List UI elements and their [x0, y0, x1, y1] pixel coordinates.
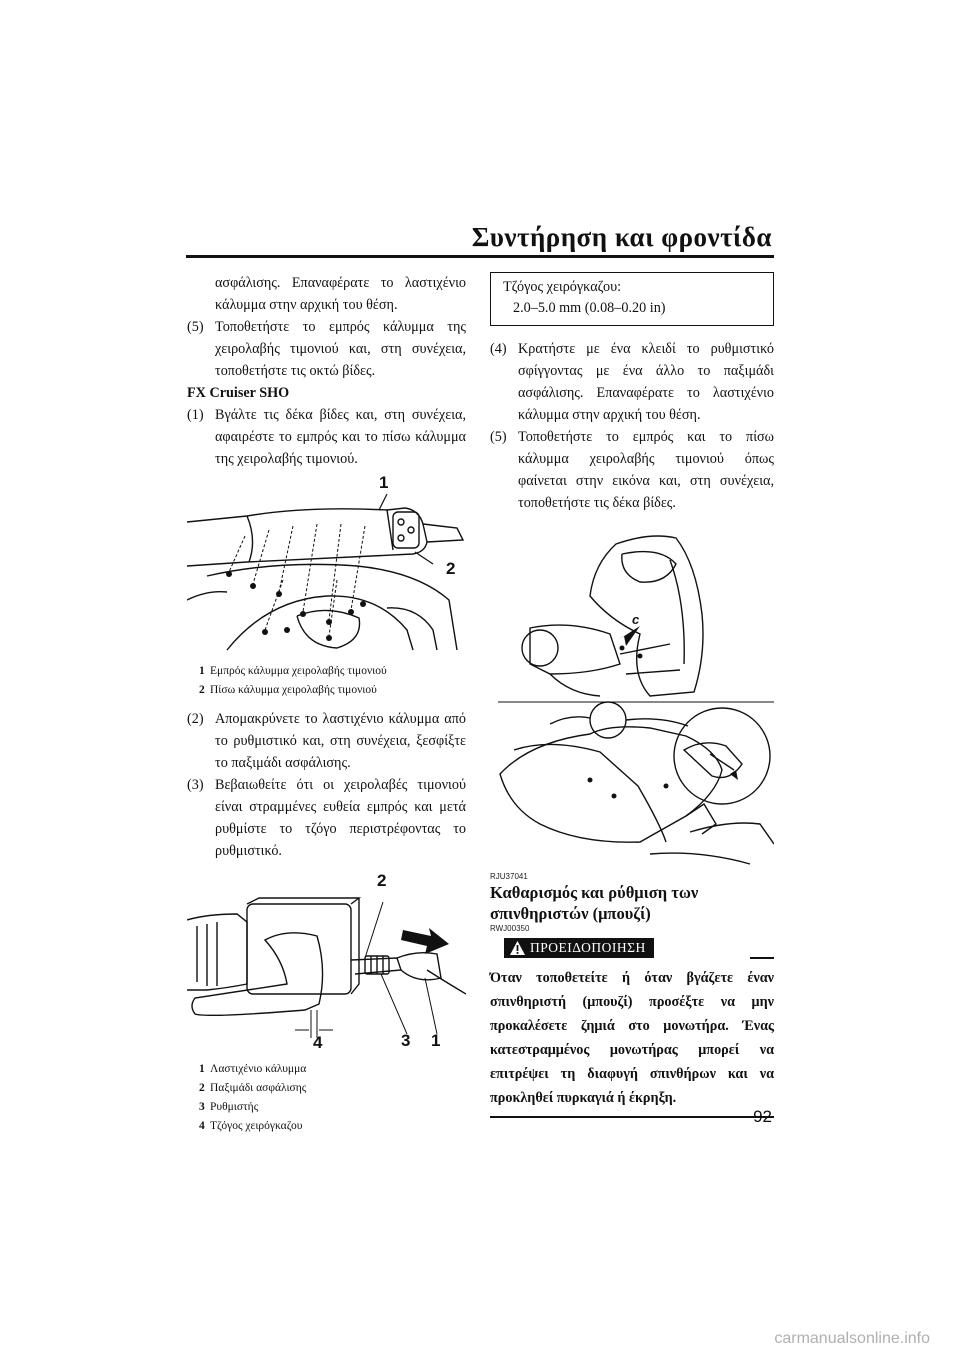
step-5 [490, 426, 774, 514]
header-rule [186, 255, 774, 258]
warning-triangle-icon [509, 940, 526, 956]
step-text: Κρατήστε με ένα κλειδί το ρυθμιστικό σφίγγοντας με ένα άλλο το παξιμάδι ασφάλισης. Επαναφέρατε το λαστιχένιο κάλυμμα στην αρχική του θέση. [518, 341, 774, 423]
callout-2: 2 [446, 559, 456, 578]
figure-throttle-adjuster [187, 871, 466, 1054]
warning-rule [750, 957, 774, 959]
caption-item: 1 Εμπρός κάλυμμα χειρολαβής τιμονιού [199, 665, 387, 677]
callout-3: 3 [401, 1031, 411, 1050]
caption-item: 1 Λαστιχένιο κάλυμμα [199, 1063, 307, 1075]
callout-4: 4 [313, 1033, 323, 1052]
caption-item: 3 Ρυθμιστής [199, 1101, 259, 1113]
figure-cover-install [490, 524, 774, 872]
step-3 [187, 774, 466, 862]
step-2 [187, 708, 466, 774]
cover-install-illustration [490, 524, 774, 872]
warning-badge [504, 938, 654, 958]
left-column [187, 272, 466, 1136]
caption-item: 2 Πίσω κάλυμμα χειρολαβής τιμονιού [199, 684, 377, 696]
step-text: Βεβαιωθείτε ότι οι χειρολαβές τιμονιού είναι στραμμένες ευθεία εμπρός και μετά ρυθμίστε το τζόγο περιστρέφοντας το ρυθμιστικό. [215, 777, 466, 859]
warning-label: ΠΡΟΕΙΔΟΠΟΙΗΣΗ [530, 940, 646, 955]
page-header-title: Συντήρηση και φροντίδα [471, 222, 772, 252]
caption-item: 2 Παξιμάδι ασφάλισης [199, 1082, 307, 1094]
step-number: (3) [187, 777, 204, 793]
spec-label: Τζόγος χειρόγκαζου: [503, 279, 622, 295]
step-continuation: ασφάλισης. Επαναφέρατε το λαστιχένιο κάλυμμα στην αρχική του θέση. [215, 275, 466, 313]
step-number: (5) [490, 429, 507, 445]
callout-1: 1 [379, 473, 389, 492]
callout-c: c [632, 612, 640, 627]
section-heading: Καθαρισμός και ρύθμιση των σπινθηριστών (μπουζί) [490, 883, 699, 923]
step-number: (1) [187, 407, 204, 423]
figure-handlebar-covers [187, 473, 466, 660]
warning-code: RWJ00350 [490, 924, 530, 933]
spec-value: 2.0–5.0 mm (0.08–0.20 in) [513, 300, 666, 316]
warning-bottom-rule [490, 1116, 774, 1118]
figure-2-captions [187, 1060, 466, 1136]
step-text: Τοποθετήστε το εμπρός και το πίσω κάλυμμα χειρολαβής τιμονιού όπως φαίνεται στην εικόνα και, στη συνέχεια, τοποθετήστε τις δέκα βίδες. [518, 429, 774, 511]
step-number: (2) [187, 711, 204, 727]
step-number: (5) [187, 319, 204, 335]
figure-1-captions [187, 662, 466, 700]
spec-box [490, 272, 774, 326]
warning-text: Όταν τοποθετείτε ή όταν βγάζετε έναν σπινθηριστή (μπουζί) προσέξτε να μην προκαλέσετε ζημιά στο μονωτήρα. Ένας κατεστραμμένος μονωτήρας μπορεί να επιτρέψει τη διαφυγή σπινθήρων και να προκληθεί πυρκαγιά ή έκρηξη. [490, 970, 774, 1106]
section-label: FX Cruiser SHO [187, 385, 290, 401]
step-4 [490, 338, 774, 426]
caption-item: 4 Τζόγος χειρόγκαζου [199, 1120, 303, 1132]
callout-1: 1 [431, 1031, 441, 1050]
step-1 [187, 404, 466, 470]
step-text: Απομακρύνετε το λαστιχένιο κάλυμμα από το ρυθμιστικό και, στη συνέχεια, ξεσφίξτε το παξιμάδι ασφάλισης. [215, 711, 466, 771]
step-text: Τοποθετήστε το εμπρός κάλυμμα της χειρολαβής τιμονιού και, στη συνέχεια, τοποθετήστε τις οκτώ βίδες. [215, 319, 466, 379]
section-code: RJU37041 [490, 872, 528, 881]
watermark: carmanualsonline.info [774, 1330, 930, 1347]
step-number: (4) [490, 341, 507, 357]
callout-2: 2 [377, 871, 387, 890]
step-text: Βγάλτε τις δέκα βίδες και, στη συνέχεια, αφαιρέστε το εμπρός και το πίσω κάλυμμα της χειρολαβής τιμονιού. [215, 407, 466, 467]
page-number: 92 [753, 1107, 772, 1126]
handlebar-covers-illustration [187, 480, 466, 660]
step-5 [187, 316, 466, 382]
warning-header [490, 936, 774, 962]
throttle-adjuster-illustration [187, 874, 466, 1054]
right-column [490, 272, 774, 1118]
